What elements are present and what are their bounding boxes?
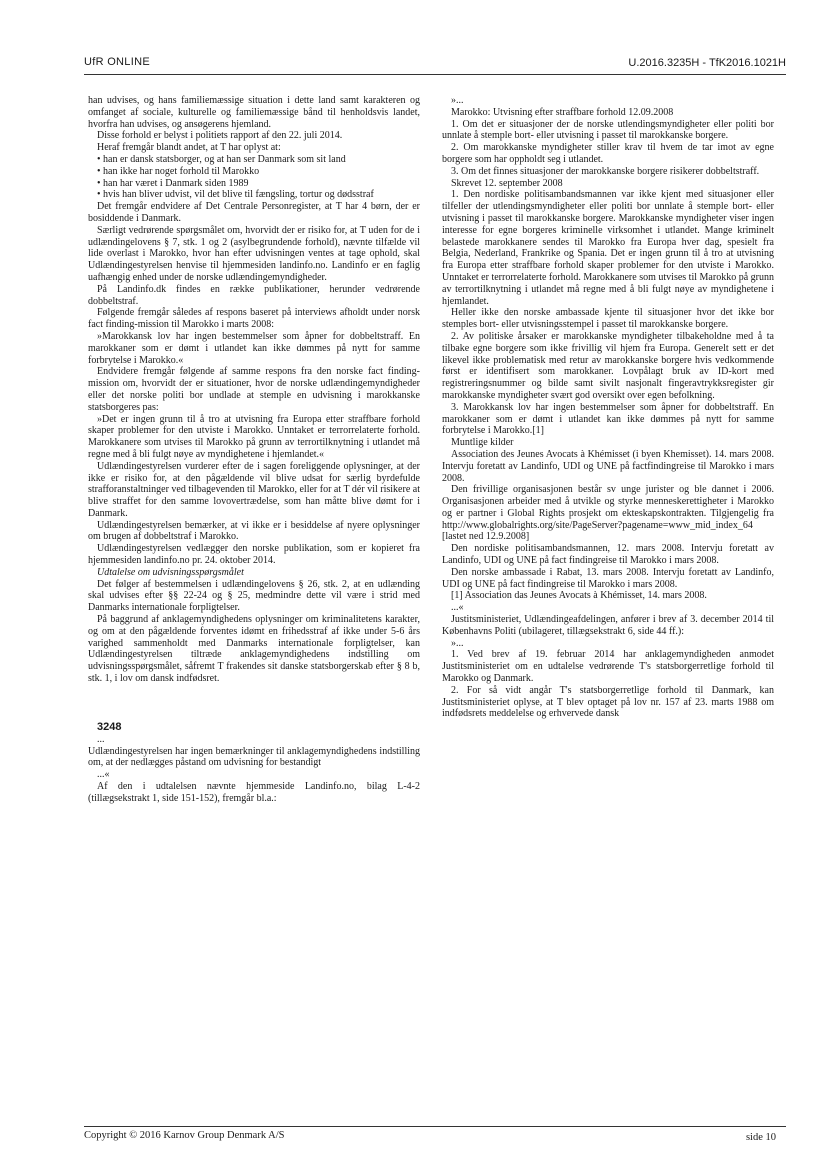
- paragraph: ...«: [451, 602, 464, 614]
- paragraph: Skrevet 12. september 2008: [451, 177, 563, 189]
- paragraph: Disse forhold er belyst i politiets rapport af den 22. juli 2014.: [97, 130, 343, 142]
- paragraph: han udvises, og hans familiemæssige situation i dette land samt karakteren og omfanget af sociale, kulturelle og familiemæssige bånd til henholdsvis landet, hvorfra han udvises, og ansøgerens hjemland.: [88, 95, 420, 130]
- left-column-continued: [88, 722, 420, 1040]
- paragraph: »...: [451, 637, 464, 649]
- paragraph: Association des Jeunes Avocats à Khémisset (i byen Khemisset). 14. mars 2008. Intervju foretatt av Landinfo, UDI og UNE på factfindingreise til Marokko i mars 2008.: [442, 448, 774, 484]
- paragraph: • hvis han bliver udvist, vil det blive til fængsling, tortur og dødsstraf: [97, 189, 374, 201]
- paragraph: »Det er ingen grunn til å tro at utvisning fra Europa etter straffbare forhold skaper problemer for den utviste i Marokko. Unntaket er terrorrelaterte forhold. Marokkanere som utvises til Marokko på grunn av terrortilknytning i utlandet må regne med å bli fulgt nøye av myndighetene i hjemlandet.«: [88, 413, 420, 460]
- paragraph: Af den i udtalelsen nævnte hjemmeside Landinfo.no, bilag L-4-2 (tillægsekstrakt 1, side 151-152), fremgår bl.a.:: [88, 780, 420, 804]
- paragraph: På baggrund af anklagemyndighedens oplysninger om kriminalitetens karakter, og om at den pågældende forventes idømt en frihedsstraf af ikke under 5-6 års varighed sammenholdt med Danmarks internationale forpligtelser, kan Udlændingestyrelsen tiltræde anklagemyndighedens indstilling om udvisningsspørgsmålet, såfremt T frakendes sit danske statsborgerskab efter § 8 b, stk. 1, i lov om dansk indfødsret.: [88, 614, 420, 685]
- paragraph: Det følger af bestemmelsen i udlændingelovens § 26, stk. 2, at en udlænding skal udvises efter §§ 22-24 og § 25, medmindre dette vil være i strid med Danmarks internationale forpligtelser.: [88, 578, 420, 614]
- paragraph: Marokko: Utvisning efter straffbare forhold 12.09.2008: [451, 106, 674, 118]
- paragraph: »Marokkansk lov har ingen bestemmelser som åpner for dobbeltstraff. En marokkaner som er dømt i utlandet kan ikke dømmes på nytt for samme forbrytelse i Marokko.«: [88, 330, 420, 366]
- paragraph: Særligt vedrørende spørgsmålet om, hvorvidt der er risiko for, at T uden for de i udlændingelovens § 7, stk. 1 og 2 (asylbegrundende forhold), nævnte tilfælde vil lide overlast i Marokko, hvor han efter udvisningen ventes at tage ophold, skal Udlændingestyrelsen henvise til hjemmesiden landinfo.no. Landinfo er en faglig uafhængig enhed under de norske udlændingemyndigheder.: [88, 224, 420, 283]
- paragraph: Den nordiske politisambandsmannen, 12. mars 2008. Intervju foretatt av Landinfo, UDI og UNE på fact findingreise til Marokko i mars 2008.: [442, 543, 774, 567]
- paragraph: • han har været i Danmark siden 1989: [97, 177, 249, 189]
- document-reference: U.2016.3235H - TfK2016.1021H: [628, 57, 786, 69]
- paragraph: Endvidere fremgår følgende af samme respons fra den norske fact finding-mission om, hvorvidt der er situationer, hvor de norske udlændingemyndigheder eller det norske politi bor undlade at stemple en udvisning i marokkanske statsborgeres pas:: [88, 366, 420, 413]
- paragraph: Udlændingestyrelsen bemærker, at vi ikke er i besiddelse af nyere oplysninger om brugen af dobbeltstraf i Marokko.: [88, 519, 420, 543]
- page-footer: [84, 1126, 786, 1143]
- paragraph: • han ikke har noget forhold til Marokko: [97, 165, 260, 177]
- paragraph: 2. For så vidt angår T's statsborgerretlige forhold til Danmark, kan Justitsministeriet oplyse, at T blev optaget på lov nr. 157 af 23. marts 1988 om indfødsrets meddelelse og erhvervede dansk: [442, 684, 774, 720]
- page-header: [84, 56, 786, 75]
- paragraph: Heller ikke den norske ambassade kjente til situasjoner hvor det ikke bor stemples bort- eller utvisningsstempel i passet til marokkanske borgere.: [442, 307, 774, 331]
- paragraph: 2. Om marokkanske myndigheter stiller krav til hvem de tar imot av egne borgere som har oppholdt seg i utlandet.: [442, 142, 774, 165]
- copyright-notice: Copyright © 2016 Karnov Group Denmark A/S: [84, 1130, 285, 1141]
- paragraph: [1] Association das Jeunes Avocats à Khémisset, 14. mars 2008.: [451, 590, 707, 602]
- paragraph: ...: [97, 733, 105, 745]
- paragraph: »...: [451, 95, 464, 106]
- right-column: [442, 95, 774, 1115]
- page-number: side 10: [745, 1132, 776, 1143]
- paragraph: 1. Ved brev af 19. februar 2014 har anklagemyndigheden anmodet Justitsministeriet om en udtalelse vedrørende T's statsborgerretlige forhold til Marokko og Danmark.: [442, 649, 774, 685]
- paragraph: 1. Den nordiske politisambandsmannen var ikke kjent med situasjoner eller tilfeller der utlendingsmyndigheter eller politi bor unnlate å stemple bort- eller utvisning i passet til marokkanske borgere. Marokkanske myndigheter viser ingen interesse for egne borgeres kriminelle virksomhet i utlandet. Mange kriminelt belastede marokkanere sendes til Marokko fra Europa hver dag, spesielt fra Belgia, Nederland, Frankrike og Spania. Det er ingen grunn til å tro at utvisning fra Europa etter straffbare forhold skaper problemer for den utviste i Marokko. Unntaket er terrorrelaterte forhold. Marokkanere som utvises til Marokko på grunn av terrortilknytning i utlandet må regne med å bli fulgt nøye av myndighetene i hjemlandet.: [442, 189, 774, 307]
- section-heading: Udtalelse om udvisningsspørgsmålet: [97, 566, 244, 578]
- paragraph: Det fremgår endvidere af Det Centrale Personregister, at T har 4 børn, der er bosiddende i Danmark.: [88, 201, 420, 224]
- paragraph: Udlændingestyrelsen har ingen bemærkninger til anklagemyndighedens indstilling om, at der nedlægges påstand om udvisning for bestandigt: [88, 745, 420, 769]
- paragraph: Den frivillige organisasjonen består sv unge jurister og ble dannet i 2006. Organisasjonen arbeider med å utvikle og styrke menneskerettigheter i Marokko og er partner i Global Rights prosjekt om ekteskapskontrakten. Tilgjengelig fra http://www.globalrights.org/site/PageServer?pagename=www_mid_index_64 [lastet ned 12.9.2008]: [442, 484, 774, 543]
- paragraph: Den norske ambassade i Rabat, 13. mars 2008. Intervju foretatt av Landinfo, UDI og UNE på fact findingreise til Marokko i mars 2008.: [442, 566, 774, 590]
- paragraph: • han er dansk statsborger, og at han ser Danmark som sit land: [97, 153, 346, 165]
- paragraph: ...«: [97, 769, 110, 781]
- paragraph: 1. Om det er situasjoner der de norske utlendingsmyndigheter eller politi bor unnlate å stemple bort- eller utvisning i passet til marokkanske borgere.: [442, 118, 774, 142]
- paragraph: Udlændingestyrelsen vedlægger den norske publikation, som er kopieret fra hjemmesiden landinfo.no pr. 24. oktober 2014.: [88, 543, 420, 567]
- paragraph: Justitsministeriet, Udlændingeafdelingen, anfører i brev af 3. december 2014 til Københavns Politi (ubilageret, tillægsekstrakt 6, side 44 ff.):: [442, 614, 774, 637]
- paragraph: Følgende fremgår således af respons baseret på interviews afholdt under norsk fact finding-mission til Marokko i marts 2008:: [88, 307, 420, 331]
- paragraph: På Landinfo.dk findes en række publikationer, herunder vedrørende dobbeltstraf.: [88, 283, 420, 307]
- publication-name: UfR ONLINE: [84, 56, 150, 68]
- paragraph: Muntlige kilder: [451, 437, 514, 449]
- paragraph: 2. Av politiske årsaker er marokkanske myndigheter tilbakeholdne med å ta tilbake egne borgere som ikke frivillig vil hjem fra Europa. Generelt sett er det likevel ikke problematisk med retur av marokkanske borgere hvis vedkommende først er identifisert som marokkaner. Lovpålagt bruk av ID-kort med registreringsnummer og bilde samt sivilt nasjonalt fingeravtrykksregister gir marokkanske myndigheter svært god oversikt over egen befolkning.: [442, 330, 774, 401]
- paragraph: Heraf fremgår blandt andet, at T har oplyst at:: [97, 142, 281, 154]
- paragraph: 3. Om det finnes situasjoner der marokkanske borgere risikerer dobbeltstraff.: [451, 165, 760, 177]
- print-page-marker: 3248: [97, 722, 122, 733]
- paragraph: Udlændingestyrelsen vurderer efter de i sagen foreliggende oplysninger, at der ikke er risiko for, at den pågældende vil blive udsat for særlig byrdefulde strafforanstaltninger ved tilbagevenden til Marokko, eller for at T dér vil risikere at blive straffet for den samme lovovertrædelse, som han måtte blive dømt for i Danmark.: [88, 460, 420, 519]
- paragraph: 3. Marokkansk lov har ingen bestemmelser som åpner for dobbeltstraff. En marokkaner som er dømt i utlandet kan ikke dømmes på nytt for samme forbrytelse i Marokko.[1]: [442, 401, 774, 437]
- left-column: [88, 95, 420, 720]
